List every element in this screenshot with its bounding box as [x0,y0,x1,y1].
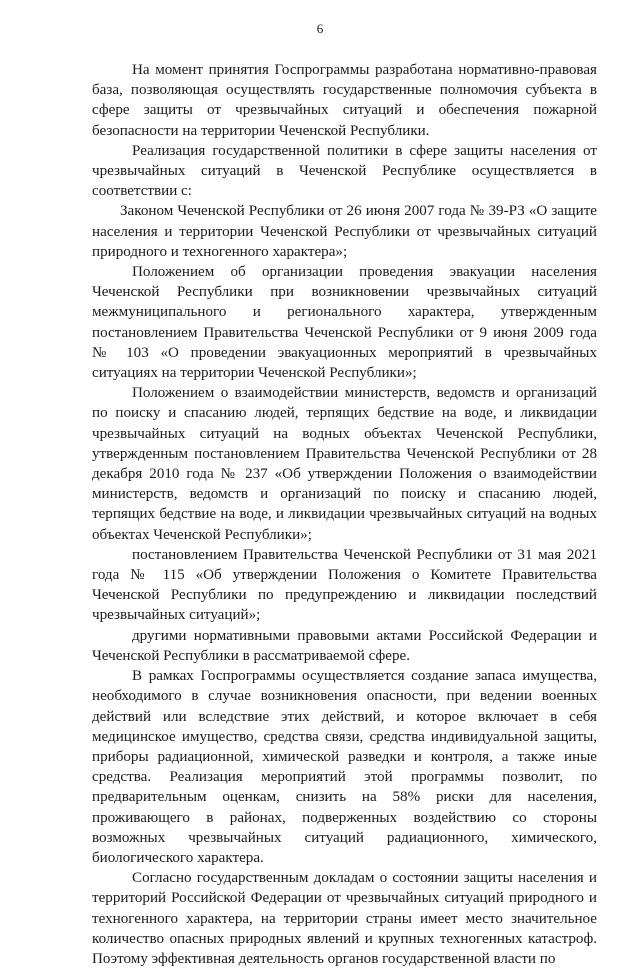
paragraph-policy-implementation: Реализация государственной политики в сфере защиты населения от чрезвычайных ситуаций в Чеченской Республике осуществляется в соответствии с: [92,142,597,200]
paragraph-resolution-115: постановлением Правительства Чеченской Республики от 31 мая 2021 года № 115 «Об утверждении Положения о Комитете Правительства Чеченской Республики по предупреждению и ликвидации последствий чрезвычайных ситуаций»; [92,546,597,624]
paragraph-evacuation-regulation: Положением об организации проведения эвакуации населения Чеченской Республики при возникновении чрезвычайных ситуаций межмуниципального и регионального характера, утвержденным постановлением Правительства Чеченской Республики от 9 июня 2009 года № 103 «О проведении эвакуационных мероприятий в чрезвычайных ситуациях на территории Чеченской Республики»; [92,264,597,382]
paragraph-property-reserve: В рамках Госпрограммы осуществляется создание запаса имущества, необходимого в случае возникновения опасности, при ведении военных действий или вследствие этих действий, и которое включает в себя медицинское имущество, средства связи, средства индивидуальной защиты, приборы радиационной, химической разведки и контроля, а также иные средства. Реализация мероприятий этой программы позволит, по предварительным оценкам, снизить на 58% риски для населения, проживающего в районах, подверженных воздействию со стороны возможных чрезвычайных ситуаций радиационного, химического, биологического характера. [92,668,597,866]
paragraph-law-39rz: Законом Чеченской Республики от 26 июня 2007 года № 39-РЗ «О защите населения и территории Чеченской Республики от чрезвычайных ситуаций природного и техногенного характера»; [92,203,597,260]
paragraph-regulatory-base: На момент принятия Госпрограммы разработана нормативно-правовая база, позволяющая осуществлять государственные полномочия субъекта в сфере защиты от чрезвычайных ситуаций и обеспечения пожарной безопасности на территории Чеченской Республики. [92,62,597,139]
document-body [92,60,597,969]
paragraph-other-acts: другими нормативными правовыми актами Российской Федерации и Чеченской Республики в рассматриваемой сфере. [92,627,597,664]
page-number: 6 [316,21,324,36]
paragraph-interaction-regulation: Положением о взаимодействии министерств, ведомств и организаций по поиску и спасанию людей, терпящих бедствие на воде, и ликвидации чрезвычайных ситуаций на водных объектах Чеченской Республики, утвержденным постановлением Правительства Чеченской Республики от 28 декабря 2010 года № 237 «Об утверждении Положения о взаимодействии министерств, ведомств и организаций по поиску и спасанию людей, терпящих бедствие на воде, и ликвидации чрезвычайных ситуаций на водных объектах Чеченской Республики»; [92,385,597,543]
paragraph-state-reports: Согласно государственным докладам о состоянии защиты населения и территорий Российской Федерации от чрезвычайных ситуаций природного и техногенного характера, на территории страны имеет место значительное количество опасных природных явлений и крупных техногенных катастроф. Поэтому эффективная деятельность органов государственной власти по [92,870,597,967]
